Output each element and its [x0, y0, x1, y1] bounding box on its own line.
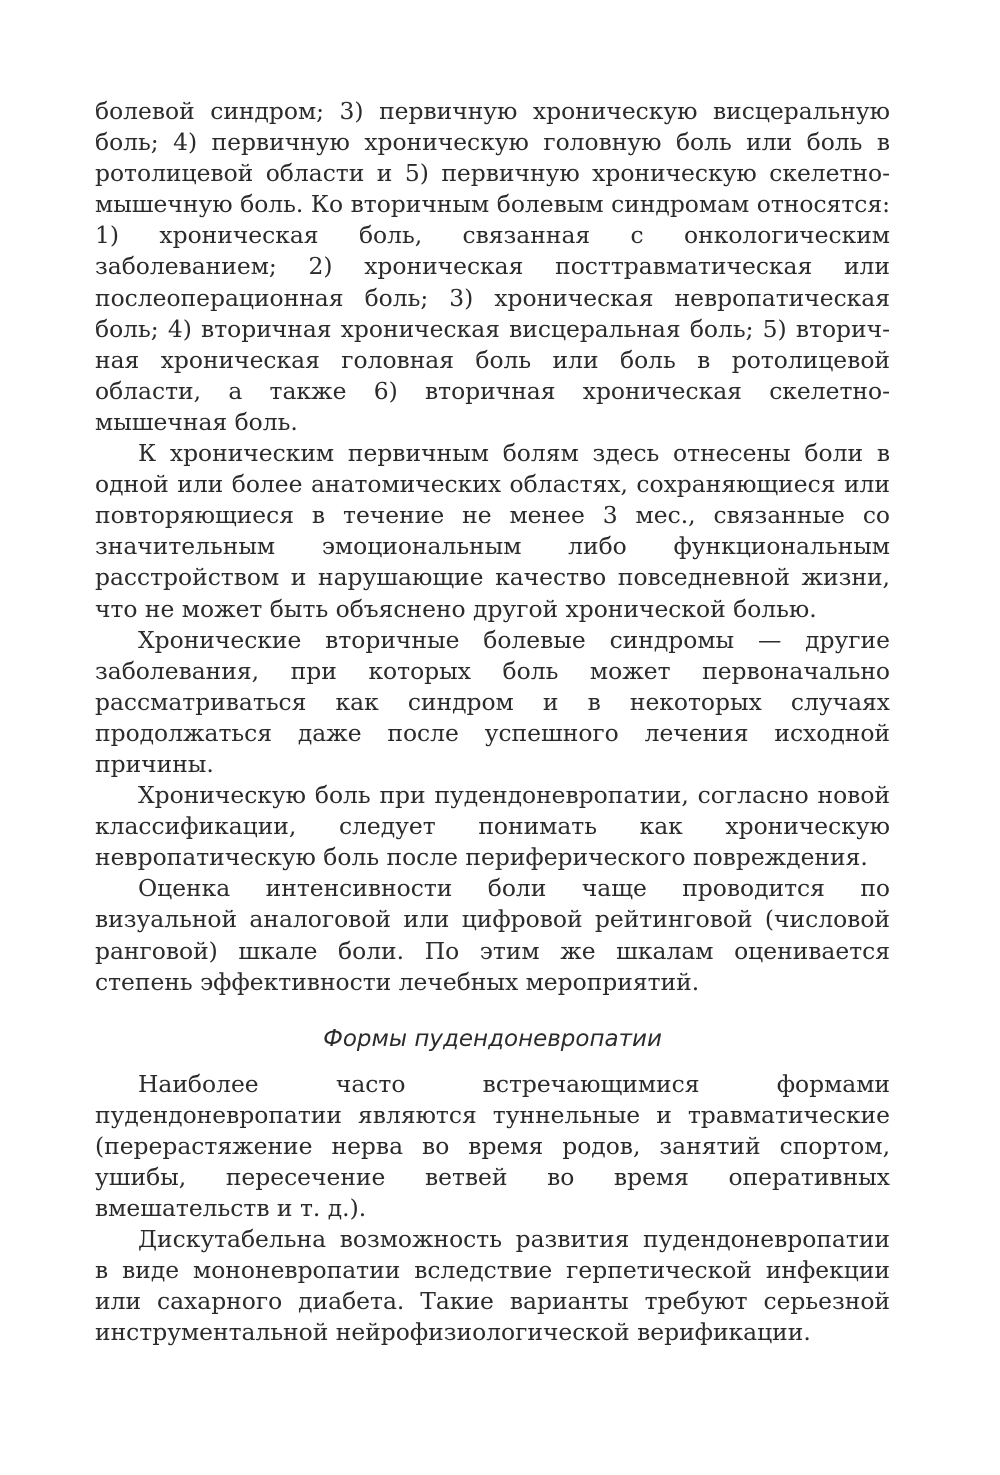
paragraph-forms: Наиболее часто встречающимися формами пудендоневропатии являются туннельные и травматические (перерастяжение нерва во время родов, занятий спортом, ушибы, пересечение ветвей во время оперативных вмешательств и т. д.).: [95, 1069, 890, 1223]
paragraph-primary-pain: К хроническим первичным болям здесь отнесены боли в одной или более анатомических областях, сохраняющиеся или повторяющиеся в течение не менее 3 мес., связанные со значительным эмоциональным либо функциональным расстройством и нарушающие качество повседневной жизни, что не может быть объяснено другой хронической болью.: [95, 439, 890, 623]
paragraph-secondary-syndromes: Хронические вторичные болевые синдромы — другие заболевания, при которых боль может первоначально рассматриваться как синдром и в некоторых случаях продолжаться даже после успешного лечения исходной причины.: [95, 625, 890, 778]
section-heading: Формы пудендоневропатии: [323, 1025, 662, 1052]
paragraph-pain-scales: Оценка интенсивности боли чаще проводится по визуальной аналоговой или цифровой рейтинговой (числовой ранговой) шкале боли. По этим же шкалам оценивается степень эффективности лечебных мероприятий.: [95, 874, 890, 996]
paragraph-classification: Хроническую боль при пудендоневропатии, согласно новой классификации, следует понимать как хроническую невропатическую боль после периферического повреждения.: [95, 781, 890, 872]
paragraph-mononeuropathy: Дискутабельна возможность развития пудендоневропатии в виде мононевропатии вследствие герпетической инфекции или сахарного диабета. Такие варианты требуют серьезной инструментальной нейрофизиологической верификации.: [95, 1225, 890, 1347]
page-body: [95, 96, 890, 1349]
paragraph-continuation: болевой синдром; 3) первичную хроническую висцеральную боль; 4) первичную хроническую головную боль или боль в ротолицевой области и 5) первичную хроническую скелетно-мышечную боль. Ко вторичным болевым синдромам относятся: 1) хроническая боль, связанная с онкологическим заболеванием; 2) хроническая посттравматическая или послеоперационная боль; 3) хроническая невропатическая боль; 4) вторичная хроническая висцеральная боль; 5) вторичная хроническая головная боль или боль в ротолицевой области, а также 6) вторичная хроническая скелетно-мышечная боль.: [95, 97, 890, 436]
